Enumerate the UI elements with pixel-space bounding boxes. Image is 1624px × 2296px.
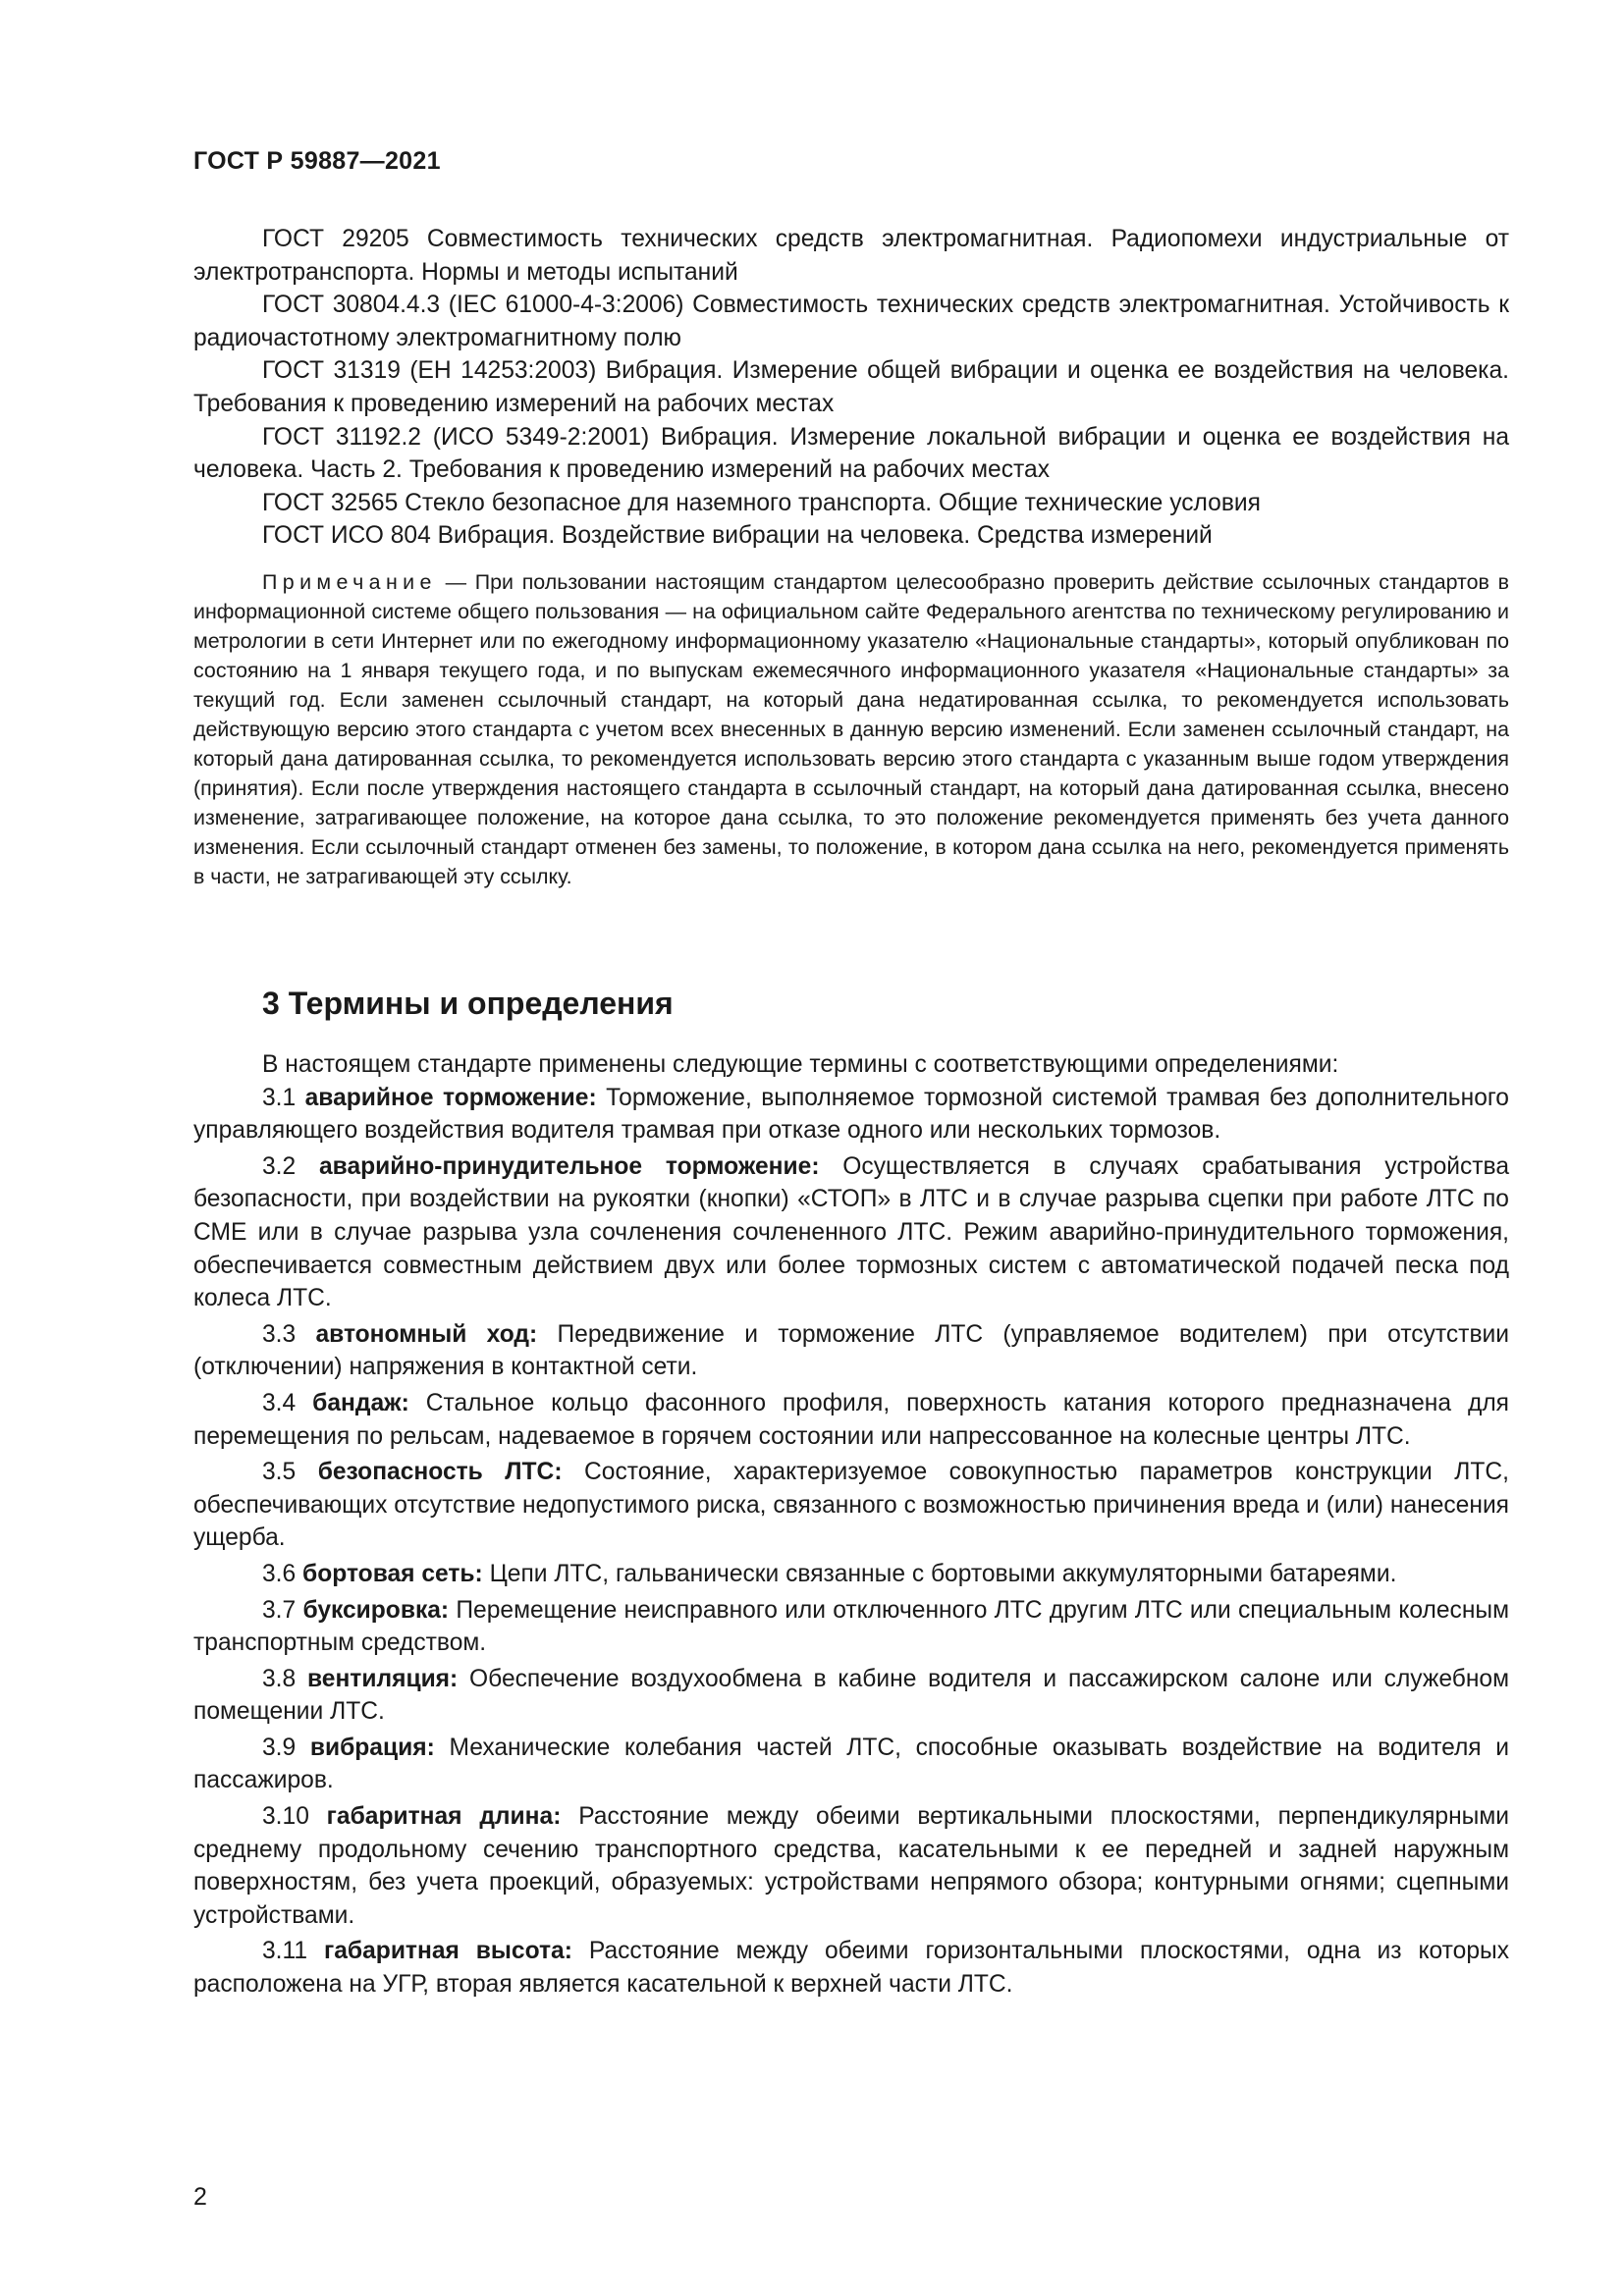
section-title: 3 Термины и определения: [262, 986, 674, 1021]
term-definition: Состояние, характеризуемое совокупностью параметров конструкции ЛТС, обеспечивающих отсутствие недопустимого риска, связанного с возможностью причинения вреда и (или) нанесения ущерба.: [193, 1459, 1509, 1552]
term-definition: Механические колебания частей ЛТС, способные оказывать воздействие на водителя и пассажиров.: [193, 1734, 1509, 1794]
references-note: [193, 567, 1509, 891]
term-name: бандаж:: [312, 1389, 409, 1416]
term-name: бортовая сеть:: [302, 1560, 483, 1587]
term-name: безопасность ЛТС:: [317, 1459, 563, 1486]
term-item: [193, 1732, 1509, 1797]
reference-item: ГОСТ 29205 Совместимость технических средств электромагнитная. Радиопомехи индустриальные от электротранспорта. Нормы и методы испытаний: [193, 226, 1509, 286]
term-item: [193, 1150, 1509, 1315]
term-item: [193, 1456, 1509, 1555]
term-number: 3.9: [262, 1734, 297, 1761]
term-definition: Расстояние между обеими вертикальными плоскостями, перпендикулярными среднему продольному сечению транспортного средства, касательными к ее передней и задней наружным поверхностям, без учета проекций, образуемых: устройствами непрямого обзора; контурными огнями; сцепными устройствами.: [193, 1803, 1509, 1929]
term-number: 3.3: [262, 1320, 297, 1348]
document-header-id: ГОСТ Р 59887—2021: [193, 147, 441, 175]
term-definition: Передвижение и торможение ЛТС (управляемое водителем) при отсутствии (отключении) напряжения в контактной сети.: [193, 1320, 1509, 1381]
reference-item: ГОСТ 30804.4.3 (IEC 61000-4-3:2006) Совместимость технических средств электромагнитная. Устойчивость к радиочастотному электромагнитному полю: [193, 292, 1509, 351]
term-name: автономный ход:: [315, 1320, 538, 1348]
term-item: [193, 1387, 1509, 1453]
page-number: 2: [193, 2183, 207, 2211]
reference-item: ГОСТ 31319 (ЕН 14253:2003) Вибрация. Измерение общей вибрации и оценка ее воздействия на человека. Требования к проведению измерений на рабочих местах: [193, 357, 1509, 417]
reference-item: ГОСТ ИСО 804 Вибрация. Воздействие вибрации на человека. Средства измерений: [262, 522, 1213, 550]
reference-item: ГОСТ 32565 Стекло безопасное для наземного транспорта. Общие технические условия: [262, 489, 1261, 516]
term-number: 3.11: [262, 1938, 308, 1965]
term-number: 3.2: [262, 1152, 297, 1180]
term-number: 3.10: [262, 1803, 309, 1831]
term-item: [193, 1800, 1509, 1932]
term-number: 3.6: [262, 1560, 297, 1587]
term-name: габаритная высота:: [324, 1938, 572, 1965]
term-definition: Стальное кольцо фасонного профиля, поверхность катания которого предназначена для перемещения по рельсам, надеваемое в горячем состоянии или напрессованное на колесные центры ЛТС.: [193, 1389, 1509, 1450]
term-item: [193, 1318, 1509, 1384]
term-item: [193, 1558, 1509, 1591]
term-item: [193, 1082, 1509, 1148]
terms-list: [193, 1048, 1509, 2002]
normative-references-list: [193, 223, 1509, 553]
term-definition: Цепи ЛТС, гальванически связанные с бортовыми аккумуляторными батареями.: [489, 1560, 1397, 1587]
term-definition: Торможение, выполняемое тормозной системой трамвая без дополнительного управляющего воздействия водителя трамвая при отказе одного или нескольких тормозов.: [193, 1084, 1509, 1145]
term-name: габаритная длина:: [326, 1803, 562, 1831]
term-definition: Перемещение неисправного или отключенного ЛТС другим ЛТС или специальным колесным транспортным средством.: [193, 1596, 1509, 1657]
term-name: аварийно-принудительное торможение:: [318, 1152, 820, 1180]
document-page: [193, 0, 1509, 2296]
term-definition: Осуществляется в случаях срабатывания устройства безопасности, при воздействии на рукоятки (кнопки) «СТОП» в ЛТС и в случае разрыва сцепки при работе ЛТС по СМЕ или в случае разрыва узла сочленения сочлененного ЛТС. Режим аварийно-принудительного торможения, обеспечивается совместным действием двух или более тормозных систем с автоматической подачей песка под колеса ЛТС.: [193, 1152, 1510, 1312]
term-definition: Расстояние между обеими горизонтальными плоскостями, одна из которых расположена на УГР, вторая является касательной к верхней части ЛТС.: [193, 1938, 1509, 1999]
term-number: 3.5: [262, 1459, 297, 1486]
term-name: вентиляция:: [306, 1665, 459, 1692]
note-label: Примечание: [262, 570, 437, 594]
term-definition: Обеспечение воздухообмена в кабине водителя и пассажирском салоне или служебном помещении ЛТС.: [193, 1665, 1509, 1726]
term-name: аварийное торможение:: [304, 1084, 597, 1111]
term-name: буксировка:: [302, 1596, 450, 1624]
term-number: 3.4: [262, 1389, 297, 1416]
terms-intro: В настоящем стандарте применены следующие термины с соответствующими определениями:: [262, 1051, 1339, 1078]
reference-item: ГОСТ 31192.2 (ИСО 5349-2:2001) Вибрация. Измерение локальной вибрации и оценка ее воздействия на человека. Часть 2. Требования к проведению измерений на рабочих местах: [193, 423, 1509, 484]
term-number: 3.8: [262, 1665, 297, 1692]
term-item: [193, 1935, 1509, 2001]
term-name: вибрация:: [309, 1734, 435, 1761]
note-text: — При пользовании настоящим стандартом целесообразно проверить действие ссылочных стандартов в информационной системе общего пользования — на официальном сайте Федерального агентства по техническому регулированию и метрологии в сети Интернет или по ежегодному информационному указателю «Национальные стандарты», который опубликован по состоянию на 1 января текущего года, и по выпускам ежемесячного информационного указателя «Национальные стандарты» за текущий год. Если заменен ссылочный стандарт, на который дана недатированная ссылка, то рекомендуется использовать действующую версию этого стандарта с учетом всех внесенных в данную версию изменений. Если заменен ссылочный стандарт, на который дана датированная ссылка, то рекомендуется использовать версию этого стандарта с указанным выше годом утверждения (принятия). Если после утверждения настоящего стандарта в ссылочный стандарт, на который дана датированная ссылка, внесено изменение, затрагивающее положение, на которое дана ссылка, то это положение рекомендуется применять без учета данного изменения. Если ссылочный стандарт отменен без замены, то положение, в котором дана ссылка на него, рекомендуется применять в части, не затрагивающей эту ссылку.: [193, 570, 1509, 888]
term-item: [193, 1663, 1509, 1729]
term-number: 3.1: [262, 1084, 297, 1111]
term-number: 3.7: [262, 1596, 297, 1624]
term-item: [193, 1594, 1509, 1660]
